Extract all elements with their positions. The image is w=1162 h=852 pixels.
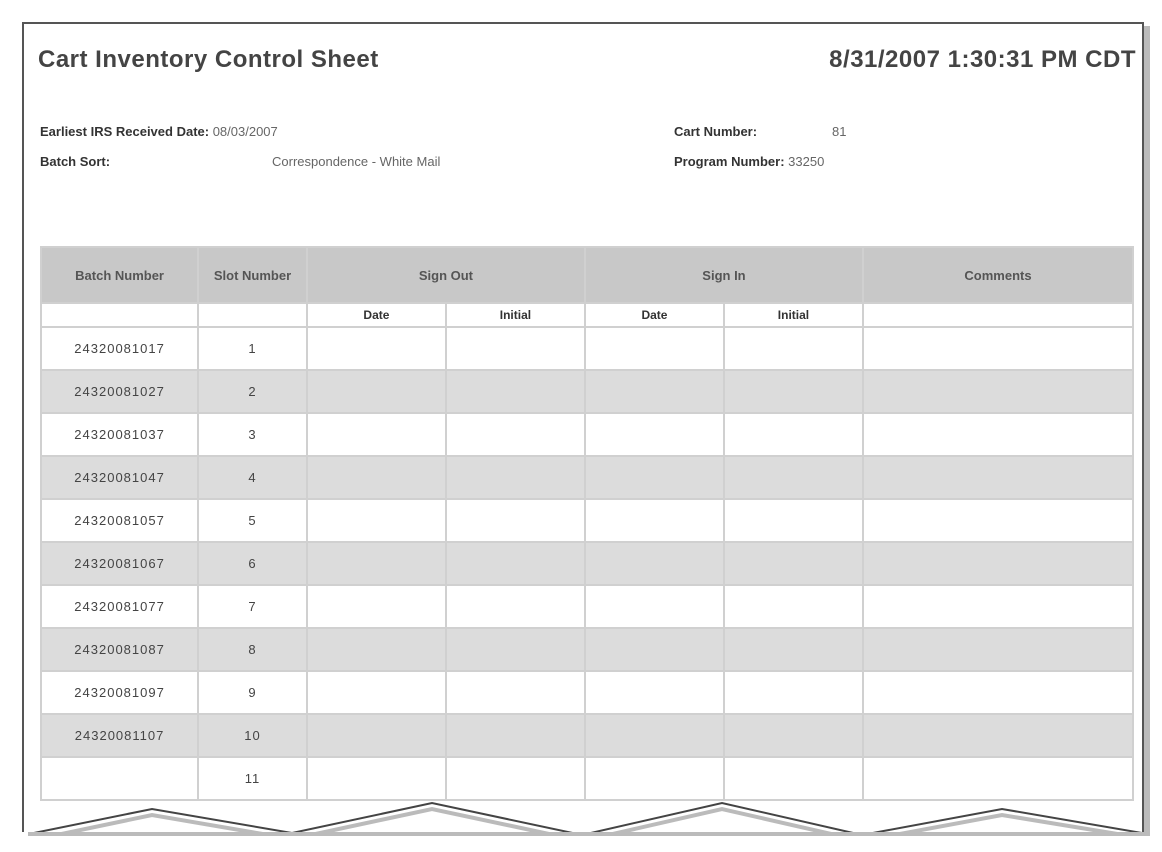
sign-in-date-cell [586, 457, 723, 498]
comments-cell [864, 586, 1132, 627]
comments-cell [864, 371, 1132, 412]
comments-cell [864, 758, 1132, 799]
sign-in-initial-cell [725, 457, 862, 498]
slot-number-cell: 9 [199, 672, 306, 713]
sign-in-initial-cell [725, 586, 862, 627]
sign-out-initial-cell [447, 414, 584, 455]
earliest-date-value: 08/03/2007 [212, 124, 278, 139]
subheader-blank [42, 304, 197, 326]
batch-number-cell: 24320081107 [42, 715, 197, 756]
sign-out-date-cell [308, 758, 445, 799]
sign-out-initial-cell [447, 715, 584, 756]
comments-cell [864, 715, 1132, 756]
sign-in-initial-cell [725, 543, 862, 584]
sign-out-initial-cell [447, 457, 584, 498]
batch-number-cell: 24320081027 [42, 371, 197, 412]
sign-out-date-cell [308, 629, 445, 670]
table-row [42, 371, 1132, 412]
batch-number-cell: 24320081057 [42, 500, 197, 541]
sign-out-initial-cell [447, 758, 584, 799]
batch-sort-label-row [40, 154, 110, 169]
inventory-sheet [22, 22, 1144, 832]
slot-number-cell: 7 [199, 586, 306, 627]
table-row [42, 328, 1132, 369]
batch-number-cell: 24320081037 [42, 414, 197, 455]
sign-in-initial-cell [725, 672, 862, 713]
sign-in-initial-cell [725, 629, 862, 670]
program-number-label: Program Number: [674, 154, 785, 169]
sign-out-date-header: Date [308, 304, 445, 326]
subheader-blank [199, 304, 306, 326]
comments-header: Comments [864, 248, 1132, 302]
program-number-value: 33250 [788, 154, 825, 169]
sign-in-initial-header: Initial [725, 304, 862, 326]
earliest-date-label: Earliest IRS Received Date: [40, 124, 210, 139]
batch-number-cell: 24320081047 [42, 457, 197, 498]
table-row [42, 414, 1132, 455]
batch-number-cell: 24320081097 [42, 672, 197, 713]
table-row [42, 629, 1132, 670]
sign-in-initial-cell [725, 715, 862, 756]
cart-number-value-row [832, 124, 846, 139]
sign-out-initial-cell [447, 586, 584, 627]
slot-number-cell: 8 [199, 629, 306, 670]
sign-in-initial-cell [725, 500, 862, 541]
earliest-date-row [40, 124, 278, 139]
batch-number-cell: 24320081017 [42, 328, 197, 369]
cart-number-row [674, 124, 757, 139]
slot-number-cell: 6 [199, 543, 306, 584]
sign-out-initial-cell [447, 629, 584, 670]
batch-sort-label: Batch Sort: [40, 154, 111, 169]
sign-in-date-cell [586, 758, 723, 799]
sign-in-date-cell [586, 328, 723, 369]
cart-number-label: Cart Number: [674, 124, 758, 139]
comments-cell [864, 414, 1132, 455]
torn-edge [22, 799, 1144, 832]
table-row [42, 672, 1132, 713]
sign-out-initial-cell [447, 500, 584, 541]
sign-in-initial-cell [725, 414, 862, 455]
comments-cell [864, 457, 1132, 498]
table-row [42, 543, 1132, 584]
cart-inventory-table [40, 246, 1134, 801]
batch-number-cell: 24320081067 [42, 543, 197, 584]
slot-number-cell: 4 [199, 457, 306, 498]
slot-number-cell: 10 [199, 715, 306, 756]
sign-out-date-cell [308, 715, 445, 756]
slot-number-cell: 2 [199, 371, 306, 412]
sign-out-initial-cell [447, 371, 584, 412]
sign-out-initial-cell [447, 672, 584, 713]
sign-in-date-cell [586, 500, 723, 541]
sign-out-date-cell [308, 457, 445, 498]
slot-number-header: Slot Number [199, 248, 306, 302]
sign-in-date-cell [586, 586, 723, 627]
sign-out-initial-cell [447, 328, 584, 369]
timestamp: 8/31/2007 1:30:31 PM CDT [829, 46, 1136, 73]
sign-out-initial-cell [447, 543, 584, 584]
batch-sort-value-row [272, 154, 440, 169]
batch-number-cell [42, 758, 197, 799]
slot-number-cell: 11 [199, 758, 306, 799]
sign-out-date-cell [308, 586, 445, 627]
batch-number-cell: 24320081077 [42, 586, 197, 627]
table-row [42, 586, 1132, 627]
sign-in-date-cell [586, 543, 723, 584]
sign-out-date-cell [308, 543, 445, 584]
comments-cell [864, 543, 1132, 584]
sign-in-date-cell [586, 715, 723, 756]
sign-in-header: Sign In [586, 248, 862, 302]
table-row [42, 715, 1132, 756]
comments-cell [864, 672, 1132, 713]
subheader-blank [864, 304, 1132, 326]
comments-cell [864, 328, 1132, 369]
sign-in-initial-cell [725, 371, 862, 412]
sign-in-initial-cell [725, 758, 862, 799]
sign-out-date-cell [308, 500, 445, 541]
sign-in-initial-cell [725, 328, 862, 369]
slot-number-cell: 1 [199, 328, 306, 369]
sign-out-date-cell [308, 414, 445, 455]
batch-number-cell: 24320081087 [42, 629, 197, 670]
sign-out-date-cell [308, 672, 445, 713]
sign-out-date-cell [308, 328, 445, 369]
sign-in-date-cell [586, 414, 723, 455]
program-number-row [674, 154, 824, 169]
page-title: Cart Inventory Control Sheet [38, 46, 379, 73]
table-row [42, 457, 1132, 498]
sign-in-date-cell [586, 672, 723, 713]
comments-cell [864, 629, 1132, 670]
slot-number-cell: 3 [199, 414, 306, 455]
sign-in-date-cell [586, 371, 723, 412]
comments-cell [864, 500, 1132, 541]
cart-number-value: 81 [832, 124, 847, 139]
slot-number-cell: 5 [199, 500, 306, 541]
batch-number-header: Batch Number [42, 248, 197, 302]
sign-in-date-header: Date [586, 304, 723, 326]
table-row [42, 500, 1132, 541]
sign-in-date-cell [586, 629, 723, 670]
sign-out-header: Sign Out [308, 248, 584, 302]
sign-out-date-cell [308, 371, 445, 412]
batch-sort-value: Correspondence - White Mail [272, 154, 441, 169]
table-row [42, 758, 1132, 799]
sign-out-initial-header: Initial [447, 304, 584, 326]
